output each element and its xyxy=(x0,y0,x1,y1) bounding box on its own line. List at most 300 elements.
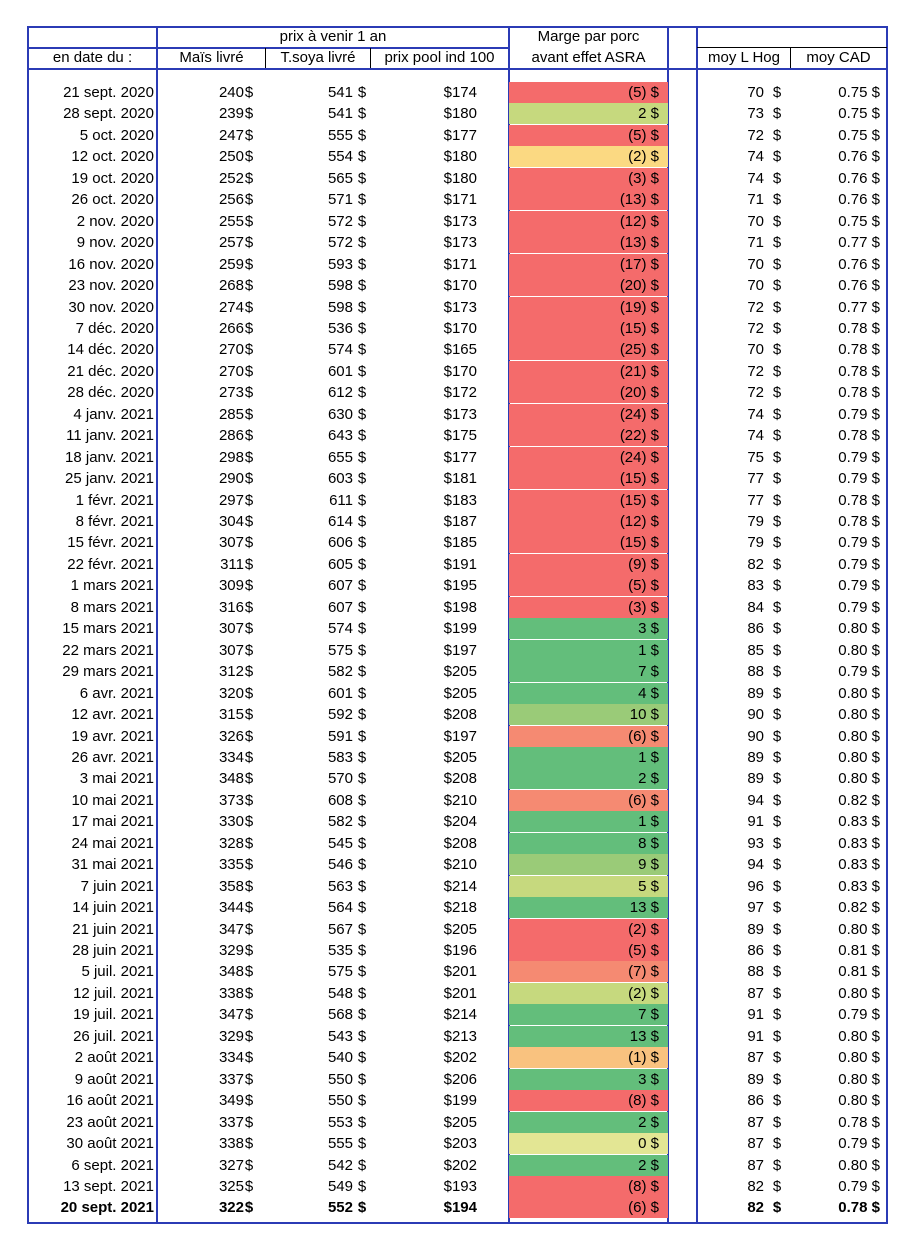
hog-dollar: $ xyxy=(772,213,782,230)
soya-cell: 554 xyxy=(327,148,353,165)
soya-cell: 548 xyxy=(327,985,353,1002)
hog-column-header: moy L Hog xyxy=(708,49,780,66)
date-cell: 6 sept. 2021 xyxy=(71,1157,154,1174)
mais-dollar: $ xyxy=(244,1114,254,1131)
margin-cell: 2 $ xyxy=(638,1114,659,1131)
mais-cell: 286 xyxy=(218,427,244,444)
hog-cell: 90 xyxy=(747,706,764,723)
cad-cell: 0.80 $ xyxy=(838,1071,880,1088)
soya-cell: 552 xyxy=(327,1199,353,1216)
mais-dollar: $ xyxy=(244,170,254,187)
mais-cell: 304 xyxy=(218,513,244,530)
mais-cell: 297 xyxy=(218,492,244,509)
mais-dollar: $ xyxy=(244,470,254,487)
mais-dollar: $ xyxy=(244,534,254,551)
mais-cell: 270 xyxy=(218,363,244,380)
column-divider xyxy=(696,26,698,1224)
hog-dollar: $ xyxy=(772,620,782,637)
mais-cell: 274 xyxy=(218,299,244,316)
pool-cell: $208 xyxy=(443,835,477,852)
soya-cell: 607 xyxy=(327,599,353,616)
margin-cell: (6) $ xyxy=(628,792,659,809)
pool-cell: $195 xyxy=(443,577,477,594)
soya-dollar: $ xyxy=(357,663,367,680)
pool-cell: $203 xyxy=(443,1135,477,1152)
margin-cell: 13 $ xyxy=(629,1028,659,1045)
date-cell: 30 août 2021 xyxy=(66,1135,154,1152)
pool-cell: $210 xyxy=(443,856,477,873)
margin-cell: 3 $ xyxy=(638,620,659,637)
mais-cell: 337 xyxy=(218,1071,244,1088)
soya-cell: 612 xyxy=(327,384,353,401)
soya-dollar: $ xyxy=(357,1178,367,1195)
date-cell: 24 mai 2021 xyxy=(71,835,154,852)
hog-dollar: $ xyxy=(772,449,782,466)
cad-cell: 0.78 $ xyxy=(838,1199,880,1216)
margin-cell: 1 $ xyxy=(638,642,659,659)
mais-cell: 252 xyxy=(218,170,244,187)
margin-cell: 13 $ xyxy=(629,899,659,916)
soya-dollar: $ xyxy=(357,1199,367,1216)
date-cell: 1 févr. 2021 xyxy=(75,492,154,509)
mais-cell: 349 xyxy=(218,1092,244,1109)
mais-dollar: $ xyxy=(244,792,254,809)
pool-cell: $194 xyxy=(443,1199,477,1216)
hog-dollar: $ xyxy=(772,942,782,959)
margin-cell: (6) $ xyxy=(628,728,659,745)
margin-cell: (12) $ xyxy=(619,213,659,230)
soya-cell: 608 xyxy=(327,792,353,809)
pool-cell: $191 xyxy=(443,556,477,573)
date-cell: 16 nov. 2020 xyxy=(68,256,154,273)
soya-cell: 545 xyxy=(327,835,353,852)
hog-dollar: $ xyxy=(772,191,782,208)
mais-dollar: $ xyxy=(244,770,254,787)
margin-cell: (5) $ xyxy=(628,577,659,594)
cad-cell: 0.80 $ xyxy=(838,706,880,723)
cad-cell: 0.76 $ xyxy=(838,148,880,165)
cad-cell: 0.79 $ xyxy=(838,449,880,466)
margin-cell: 5 $ xyxy=(638,878,659,895)
mais-dollar: $ xyxy=(244,599,254,616)
soya-cell: 603 xyxy=(327,470,353,487)
date-cell: 23 nov. 2020 xyxy=(68,277,154,294)
date-cell: 25 janv. 2021 xyxy=(65,470,154,487)
pool-cell: $199 xyxy=(443,1092,477,1109)
soya-dollar: $ xyxy=(357,384,367,401)
mais-cell: 268 xyxy=(218,277,244,294)
pool-cell: $171 xyxy=(443,191,477,208)
hog-cell: 72 xyxy=(747,363,764,380)
margin-cell: (15) $ xyxy=(619,320,659,337)
hog-dollar: $ xyxy=(772,127,782,144)
soya-cell: 605 xyxy=(327,556,353,573)
soya-dollar: $ xyxy=(357,191,367,208)
cad-cell: 0.80 $ xyxy=(838,685,880,702)
date-cell: 16 août 2021 xyxy=(66,1092,154,1109)
mais-cell: 330 xyxy=(218,813,244,830)
margin-cell: (15) $ xyxy=(619,534,659,551)
hog-dollar: $ xyxy=(772,148,782,165)
mais-dollar: $ xyxy=(244,813,254,830)
mais-dollar: $ xyxy=(244,1157,254,1174)
cad-cell: 0.75 $ xyxy=(838,84,880,101)
soya-dollar: $ xyxy=(357,513,367,530)
pool-cell: $170 xyxy=(443,277,477,294)
hog-cell: 85 xyxy=(747,642,764,659)
mais-cell: 307 xyxy=(218,620,244,637)
soya-dollar: $ xyxy=(357,835,367,852)
hog-cell: 72 xyxy=(747,320,764,337)
cad-cell: 0.79 $ xyxy=(838,663,880,680)
mais-cell: 348 xyxy=(218,770,244,787)
date-cell: 21 juin 2021 xyxy=(72,921,154,938)
pool-cell: $180 xyxy=(443,148,477,165)
soya-dollar: $ xyxy=(357,1135,367,1152)
mais-dollar: $ xyxy=(244,277,254,294)
date-cell: 7 déc. 2020 xyxy=(75,320,154,337)
mais-cell: 326 xyxy=(218,728,244,745)
hog-cell: 70 xyxy=(747,213,764,230)
date-cell: 1 mars 2021 xyxy=(70,577,154,594)
soya-cell: 541 xyxy=(327,105,353,122)
cad-cell: 0.79 $ xyxy=(838,556,880,573)
soya-cell: 565 xyxy=(327,170,353,187)
soya-cell: 571 xyxy=(327,191,353,208)
hog-dollar: $ xyxy=(772,749,782,766)
soya-cell: 614 xyxy=(327,513,353,530)
margin-cell: (20) $ xyxy=(619,277,659,294)
soya-dollar: $ xyxy=(357,577,367,594)
date-cell: 19 juil. 2021 xyxy=(73,1006,154,1023)
mais-dollar: $ xyxy=(244,1092,254,1109)
soya-dollar: $ xyxy=(357,599,367,616)
date-cell: 6 avr. 2021 xyxy=(79,685,154,702)
mais-dollar: $ xyxy=(244,384,254,401)
pool-cell: $170 xyxy=(443,363,477,380)
date-cell: 19 avr. 2021 xyxy=(71,728,154,745)
pool-cell: $185 xyxy=(443,534,477,551)
hog-cell: 70 xyxy=(747,341,764,358)
soya-cell: 570 xyxy=(327,770,353,787)
date-cell: 12 juil. 2021 xyxy=(73,985,154,1002)
soya-cell: 583 xyxy=(327,749,353,766)
date-cell: 26 juil. 2021 xyxy=(73,1028,154,1045)
date-cell: 11 janv. 2021 xyxy=(66,427,154,444)
soya-dollar: $ xyxy=(357,899,367,916)
cad-cell: 0.81 $ xyxy=(838,942,880,959)
hog-cell: 97 xyxy=(747,899,764,916)
soya-cell: 555 xyxy=(327,1135,353,1152)
mais-cell: 347 xyxy=(218,1006,244,1023)
pool-cell: $205 xyxy=(443,1114,477,1131)
soya-cell: 535 xyxy=(327,942,353,959)
margin-cell: 3 $ xyxy=(638,1071,659,1088)
mais-dollar: $ xyxy=(244,427,254,444)
pool-cell: $173 xyxy=(443,234,477,251)
soya-dollar: $ xyxy=(357,685,367,702)
soya-dollar: $ xyxy=(357,363,367,380)
mais-cell: 348 xyxy=(218,963,244,980)
hog-cell: 91 xyxy=(747,1006,764,1023)
hog-dollar: $ xyxy=(772,899,782,916)
hog-dollar: $ xyxy=(772,170,782,187)
mais-cell: 328 xyxy=(218,835,244,852)
date-cell: 15 févr. 2021 xyxy=(67,534,154,551)
hog-dollar: $ xyxy=(772,1135,782,1152)
date-cell: 29 mars 2021 xyxy=(62,663,154,680)
soya-dollar: $ xyxy=(357,1049,367,1066)
hog-cell: 89 xyxy=(747,1071,764,1088)
soya-dollar: $ xyxy=(357,1006,367,1023)
soya-dollar: $ xyxy=(357,856,367,873)
margin-cell: (6) $ xyxy=(628,1199,659,1216)
soya-cell: 574 xyxy=(327,341,353,358)
cad-cell: 0.80 $ xyxy=(838,620,880,637)
cad-cell: 0.79 $ xyxy=(838,470,880,487)
hog-dollar: $ xyxy=(772,470,782,487)
date-cell: 21 sept. 2020 xyxy=(63,84,154,101)
hog-dollar: $ xyxy=(772,770,782,787)
margin-cell: (5) $ xyxy=(628,942,659,959)
mais-dollar: $ xyxy=(244,985,254,1002)
cad-cell: 0.82 $ xyxy=(838,899,880,916)
mais-cell: 337 xyxy=(218,1114,244,1131)
mais-dollar: $ xyxy=(244,213,254,230)
margin-cell: 2 $ xyxy=(638,1157,659,1174)
mais-cell: 247 xyxy=(218,127,244,144)
cad-cell: 0.76 $ xyxy=(838,256,880,273)
hog-dollar: $ xyxy=(772,663,782,680)
pool-cell: $180 xyxy=(443,105,477,122)
soya-dollar: $ xyxy=(357,1114,367,1131)
pool-cell: $177 xyxy=(443,127,477,144)
pool-cell: $180 xyxy=(443,170,477,187)
prices-group-header: prix à venir 1 an xyxy=(279,28,387,45)
date-cell: 18 janv. 2021 xyxy=(65,449,154,466)
margin-cell: (21) $ xyxy=(619,363,659,380)
soya-cell: 655 xyxy=(327,449,353,466)
hog-dollar: $ xyxy=(772,277,782,294)
hog-dollar: $ xyxy=(772,320,782,337)
mais-dollar: $ xyxy=(244,1071,254,1088)
soya-cell: 546 xyxy=(327,856,353,873)
soya-cell: 574 xyxy=(327,620,353,637)
mais-dollar: $ xyxy=(244,299,254,316)
soya-cell: 598 xyxy=(327,299,353,316)
hog-cell: 72 xyxy=(747,299,764,316)
soya-cell: 550 xyxy=(327,1071,353,1088)
date-cell: 20 sept. 2021 xyxy=(60,1199,154,1216)
hog-dollar: $ xyxy=(772,856,782,873)
margin-cell: (9) $ xyxy=(628,556,659,573)
margin-cell: (20) $ xyxy=(619,384,659,401)
pool-cell: $202 xyxy=(443,1157,477,1174)
soya-cell: 601 xyxy=(327,685,353,702)
date-cell: 9 août 2021 xyxy=(74,1071,154,1088)
hog-cell: 74 xyxy=(747,148,764,165)
soya-cell: 607 xyxy=(327,577,353,594)
soya-dollar: $ xyxy=(357,341,367,358)
pool-cell: $208 xyxy=(443,706,477,723)
hog-dollar: $ xyxy=(772,406,782,423)
soya-dollar: $ xyxy=(357,256,367,273)
soya-dollar: $ xyxy=(357,813,367,830)
pool-cell: $208 xyxy=(443,770,477,787)
pool-cell: $205 xyxy=(443,663,477,680)
margin-header-line1: Marge par porc xyxy=(537,28,640,45)
mais-dollar: $ xyxy=(244,341,254,358)
mais-cell: 312 xyxy=(218,663,244,680)
pool-cell: $170 xyxy=(443,320,477,337)
mais-dollar: $ xyxy=(244,685,254,702)
margin-cell: 7 $ xyxy=(638,1006,659,1023)
pool-cell: $197 xyxy=(443,728,477,745)
cad-cell: 0.80 $ xyxy=(838,1092,880,1109)
margin-cell: (13) $ xyxy=(619,191,659,208)
hog-dollar: $ xyxy=(772,256,782,273)
cad-cell: 0.83 $ xyxy=(838,835,880,852)
soya-cell: 572 xyxy=(327,213,353,230)
pool-cell: $173 xyxy=(443,406,477,423)
mais-dollar: $ xyxy=(244,148,254,165)
mais-dollar: $ xyxy=(244,856,254,873)
mais-dollar: $ xyxy=(244,1049,254,1066)
margin-cell: 1 $ xyxy=(638,749,659,766)
cad-cell: 0.78 $ xyxy=(838,1114,880,1131)
mais-cell: 322 xyxy=(218,1199,244,1216)
soya-cell: 575 xyxy=(327,642,353,659)
hog-cell: 87 xyxy=(747,1049,764,1066)
soya-dollar: $ xyxy=(357,320,367,337)
soya-dollar: $ xyxy=(357,105,367,122)
margin-cell: 10 $ xyxy=(629,706,659,723)
mais-cell: 255 xyxy=(218,213,244,230)
mais-cell: 309 xyxy=(218,577,244,594)
hog-cell: 86 xyxy=(747,942,764,959)
mais-cell: 259 xyxy=(218,256,244,273)
pool-cell: $193 xyxy=(443,1178,477,1195)
soya-dollar: $ xyxy=(357,449,367,466)
date-cell: 12 avr. 2021 xyxy=(71,706,154,723)
pool-cell: $175 xyxy=(443,427,477,444)
date-cell: 17 mai 2021 xyxy=(71,813,154,830)
hog-dollar: $ xyxy=(772,384,782,401)
mais-dollar: $ xyxy=(244,642,254,659)
soya-dollar: $ xyxy=(357,148,367,165)
cad-column-header: moy CAD xyxy=(806,49,871,66)
hog-dollar: $ xyxy=(772,1071,782,1088)
date-cell: 15 mars 2021 xyxy=(62,620,154,637)
hog-cell: 89 xyxy=(747,770,764,787)
pool-cell: $205 xyxy=(443,749,477,766)
hog-cell: 93 xyxy=(747,835,764,852)
date-cell: 4 janv. 2021 xyxy=(73,406,154,423)
soya-dollar: $ xyxy=(357,642,367,659)
pool-cell: $198 xyxy=(443,599,477,616)
hog-cell: 94 xyxy=(747,792,764,809)
date-cell: 23 août 2021 xyxy=(66,1114,154,1131)
margin-cell: 2 $ xyxy=(638,770,659,787)
pool-cell: $187 xyxy=(443,513,477,530)
pool-cell: $201 xyxy=(443,985,477,1002)
cad-cell: 0.79 $ xyxy=(838,577,880,594)
soya-dollar: $ xyxy=(357,534,367,551)
soya-dollar: $ xyxy=(357,406,367,423)
cad-cell: 0.76 $ xyxy=(838,191,880,208)
hog-dollar: $ xyxy=(772,363,782,380)
mais-cell: 307 xyxy=(218,642,244,659)
mais-dollar: $ xyxy=(244,256,254,273)
hog-dollar: $ xyxy=(772,642,782,659)
date-cell: 30 nov. 2020 xyxy=(68,299,154,316)
hog-dollar: $ xyxy=(772,105,782,122)
hog-cell: 71 xyxy=(747,234,764,251)
soya-cell: 582 xyxy=(327,663,353,680)
pool-cell: $171 xyxy=(443,256,477,273)
soya-dollar: $ xyxy=(357,170,367,187)
cad-cell: 0.79 $ xyxy=(838,1178,880,1195)
mais-cell: 358 xyxy=(218,878,244,895)
margin-cell: (5) $ xyxy=(628,127,659,144)
mais-dollar: $ xyxy=(244,234,254,251)
mais-cell: 311 xyxy=(220,556,244,573)
hog-dollar: $ xyxy=(772,534,782,551)
date-cell: 2 août 2021 xyxy=(74,1049,154,1066)
column-divider xyxy=(156,26,158,1224)
pool-cell: $205 xyxy=(443,685,477,702)
soya-dollar: $ xyxy=(357,1028,367,1045)
date-cell: 7 juin 2021 xyxy=(80,878,154,895)
cad-cell: 0.78 $ xyxy=(838,363,880,380)
mais-cell: 240 xyxy=(218,84,244,101)
cad-cell: 0.78 $ xyxy=(838,492,880,509)
hog-dollar: $ xyxy=(772,1114,782,1131)
cad-cell: 0.81 $ xyxy=(838,963,880,980)
cad-cell: 0.75 $ xyxy=(838,105,880,122)
date-cell: 13 sept. 2021 xyxy=(63,1178,154,1195)
mais-cell: 334 xyxy=(218,1049,244,1066)
cad-cell: 0.82 $ xyxy=(838,792,880,809)
soya-cell: 550 xyxy=(327,1092,353,1109)
soya-dollar: $ xyxy=(357,556,367,573)
soya-dollar: $ xyxy=(357,470,367,487)
date-cell: 14 déc. 2020 xyxy=(67,341,154,358)
soya-dollar: $ xyxy=(357,1092,367,1109)
margin-cell: 4 $ xyxy=(638,685,659,702)
hog-dollar: $ xyxy=(772,1178,782,1195)
soya-dollar: $ xyxy=(357,792,367,809)
hog-dollar: $ xyxy=(772,792,782,809)
hog-dollar: $ xyxy=(772,492,782,509)
margin-cell: (25) $ xyxy=(619,341,659,358)
hog-dollar: $ xyxy=(772,728,782,745)
margin-cell: (7) $ xyxy=(628,963,659,980)
hog-dollar: $ xyxy=(772,1049,782,1066)
soya-cell: 593 xyxy=(327,256,353,273)
cad-cell: 0.80 $ xyxy=(838,770,880,787)
soya-dollar: $ xyxy=(357,749,367,766)
soya-cell: 541 xyxy=(327,84,353,101)
pool-cell: $165 xyxy=(443,341,477,358)
cad-cell: 0.79 $ xyxy=(838,406,880,423)
mais-cell: 298 xyxy=(218,449,244,466)
hog-cell: 87 xyxy=(747,1135,764,1152)
mais-dollar: $ xyxy=(244,406,254,423)
pool-cell: $213 xyxy=(443,1028,477,1045)
mais-cell: 270 xyxy=(218,341,244,358)
mais-dollar: $ xyxy=(244,620,254,637)
